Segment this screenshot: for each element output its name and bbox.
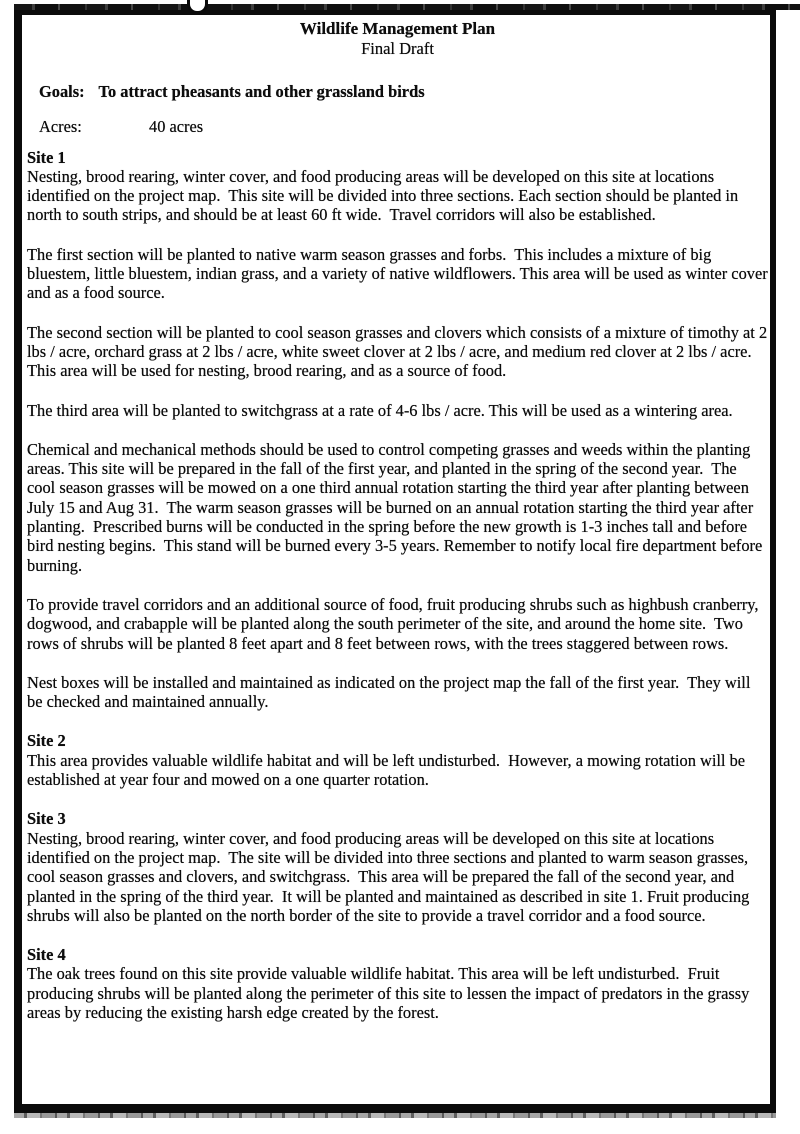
- acres-value: 40 acres: [149, 117, 204, 137]
- section-heading-site-3: Site 3: [27, 809, 66, 829]
- paragraph: The second section will be planted to cool season grasses and clovers which consists of a mixture of timothy at 2 lbs / acre, orchard grass at 2 lbs / acre, white sweet clover at 2 lbs / acre, and medium red clover at 2 lbs / acre. This area will be used for nesting, brood rearing, and as a source of food.: [27, 322, 772, 381]
- paragraph: The oak trees found on this site provide valuable wildlife habitat. This area will be left undisturbed. Fruit producing shrubs will be planted along the perimeter of this site to lessen the impact of predators in the grassy areas by reducing the existing harsh edge created by the forest.: [27, 964, 754, 1022]
- document-title: Wildlife Management Plan: [299, 19, 496, 38]
- paragraph: The first section will be planted to native warm season grasses and forbs. This includes a mixture of big bluestem, little bluestem, indian grass, and a variety of native wildflowers. This area will be used as winter cover and as a food source.: [27, 244, 772, 303]
- goals-label: Goals:: [39, 82, 85, 101]
- paragraph: Chemical and mechanical methods should be used to control competing grasses and weeds within the planting areas. This site will be prepared in the fall of the first year, and planted in the spring of the second year. The cool season grasses will be mowed on a one third annual rotation starting the third year after planting between July 15 and Aug 31. The warm season grasses will be burned on an annual rotation starting the third year after planting. Prescribed burns will be conducted in the spring before the new growth is 1-3 inches tall and before bird nesting begins. This stand will be burned every 3-5 years. Remember to notify local fire department before burning.: [27, 439, 767, 575]
- document-subtitle: Final Draft: [361, 39, 434, 58]
- goals-line: [27, 82, 768, 101]
- section-heading-site-4: Site 4: [27, 945, 66, 965]
- paragraph: To provide travel corridors and an additional source of food, fruit producing shrubs such as highbush cranberry, dogwood, and crabapple will be planted along the south perimeter of the site, and around the home site. Two rows of shrubs will be planted 8 feet apart and 8 feet between rows, with the trees staggered between rows.: [27, 594, 763, 653]
- section-site-4: [27, 945, 768, 1022]
- section-heading-site-2: Site 2: [27, 731, 66, 751]
- goals-text: To attract pheasants and other grassland birds: [98, 82, 425, 101]
- paragraph: Nesting, brood rearing, winter cover, and food producing areas will be developed on this site at locations identified on the project map. This site will be divided into three sections. Each section should be planted in north to south strips, and should be at least 60 ft wide. Travel corridors will also be established.: [27, 166, 743, 225]
- paragraph: The third area will be planted to switchgrass at a rate of 4-6 lbs / acre. This will be used as a wintering area.: [27, 400, 733, 420]
- section-site-2: [27, 731, 768, 789]
- section-heading-site-1: Site 1: [27, 147, 66, 167]
- document-page: [14, 10, 776, 1113]
- section-site-1: [27, 147, 772, 712]
- scan-bottom-texture: [14, 1113, 776, 1118]
- acres-label: Acres:: [39, 117, 82, 137]
- paragraph: Nesting, brood rearing, winter cover, and food producing areas will be developed on this site at locations identified on the project map. The site will be divided into three sections and planted to warm season grasses, cool season grasses and clovers, and switchgrass. This area will be prepared the fall of the second year, and planted in the spring of the third year. It will be planted and maintained as described in site 1. Fruit producing shrubs will also be planted on the north border of the site to provide a travel corridor and a food source.: [27, 828, 754, 925]
- paragraph: This area provides valuable wildlife habitat and will be left undisturbed. However, a mowing rotation will be established at year four and mowed on a one quarter rotation.: [27, 750, 750, 790]
- acres-line: [27, 117, 768, 136]
- paragraph: Nest boxes will be installed and maintained as indicated on the project map the fall of the first year. They will be checked and maintained annually.: [27, 672, 755, 712]
- section-site-3: [27, 809, 768, 925]
